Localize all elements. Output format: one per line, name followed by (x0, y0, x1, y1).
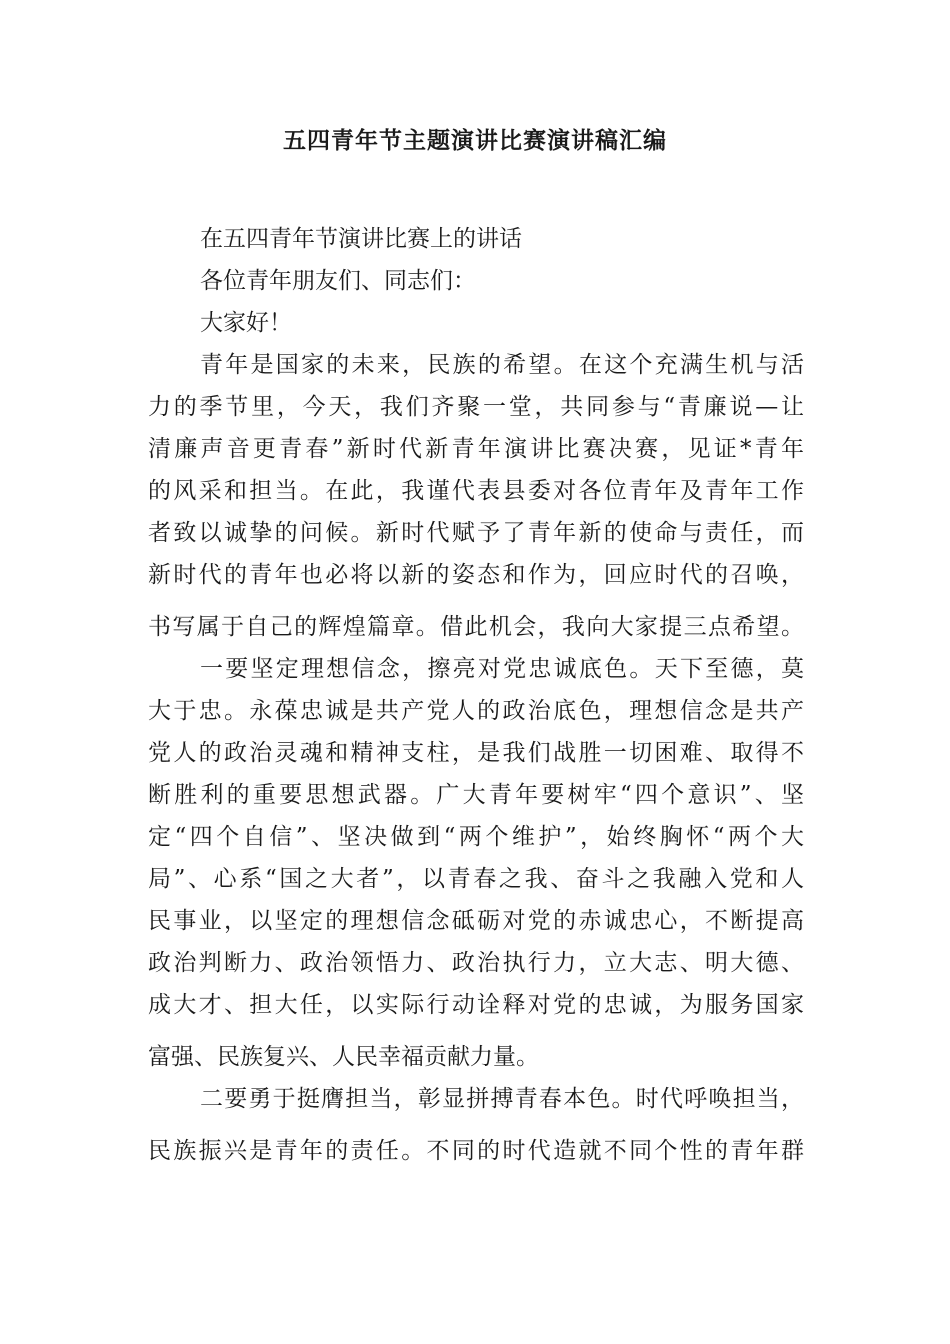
greeting: 大家好！ (200, 310, 292, 336)
paragraph-line: 书写属于自己的辉煌篇章。借此机会，我向大家提三点希望。 (148, 614, 804, 640)
speech-heading: 在五四青年节演讲比赛上的讲话 (200, 226, 522, 252)
paragraph-line: 清廉声音更青春”新时代新青年演讲比赛决赛，见证*青年 (148, 436, 804, 462)
paragraph-line: 一要坚定理想信念，擦亮对党忠诚底色。天下至德，莫 (200, 656, 804, 682)
salutation: 各位青年朋友们、同志们： (200, 268, 476, 294)
paragraph-line: 断胜利的重要思想武器。广大青年要树牢“四个意识”、坚 (148, 782, 804, 808)
paragraph-line: 力的季节里，今天，我们齐聚一堂，共同参与“青廉说—让 (148, 394, 804, 420)
paragraph-line: 成大才、担大任，以实际行动诠释对党的忠诚，为服务国家 (148, 992, 804, 1018)
document-body (148, 218, 804, 1172)
paragraph-line: 定“四个自信”、坚决做到“两个维护”，始终胸怀“两个大 (148, 824, 804, 850)
document-title: 五四青年节主题演讲比赛演讲稿汇编 (283, 128, 667, 154)
paragraph-line: 者致以诚挚的问候。新时代赋予了青年新的使命与责任，而 (148, 520, 804, 546)
paragraph-line: 大于忠。永葆忠诚是共产党人的政治底色，理想信念是共产 (148, 698, 804, 724)
paragraph-line: 新时代的青年也必将以新的姿态和作为，回应时代的召唤， (148, 562, 804, 588)
paragraph-line: 青年是国家的未来，民族的希望。在这个充满生机与活 (200, 352, 804, 378)
paragraph-line: 二要勇于挺膺担当，彰显拼搏青春本色。时代呼唤担当， (200, 1086, 804, 1112)
paragraph-line: 富强、民族复兴、人民幸福贡献力量。 (148, 1044, 539, 1070)
paragraph-line: 党人的政治灵魂和精神支柱，是我们战胜一切困难、取得不 (148, 740, 804, 766)
paragraph-line: 局”、心系“国之大者”，以青春之我、奋斗之我融入党和人 (148, 866, 804, 892)
paragraph-line: 的风采和担当。在此，我谨代表县委对各位青年及青年工作 (148, 478, 804, 504)
paragraph-line: 民事业，以坚定的理想信念砥砺对党的赤诚忠心，不断提高 (148, 908, 804, 934)
paragraph-line: 民族振兴是青年的责任。不同的时代造就不同个性的青年群 (148, 1138, 804, 1164)
paragraph-line: 政治判断力、政治领悟力、政治执行力，立大志、明大德、 (148, 950, 804, 976)
